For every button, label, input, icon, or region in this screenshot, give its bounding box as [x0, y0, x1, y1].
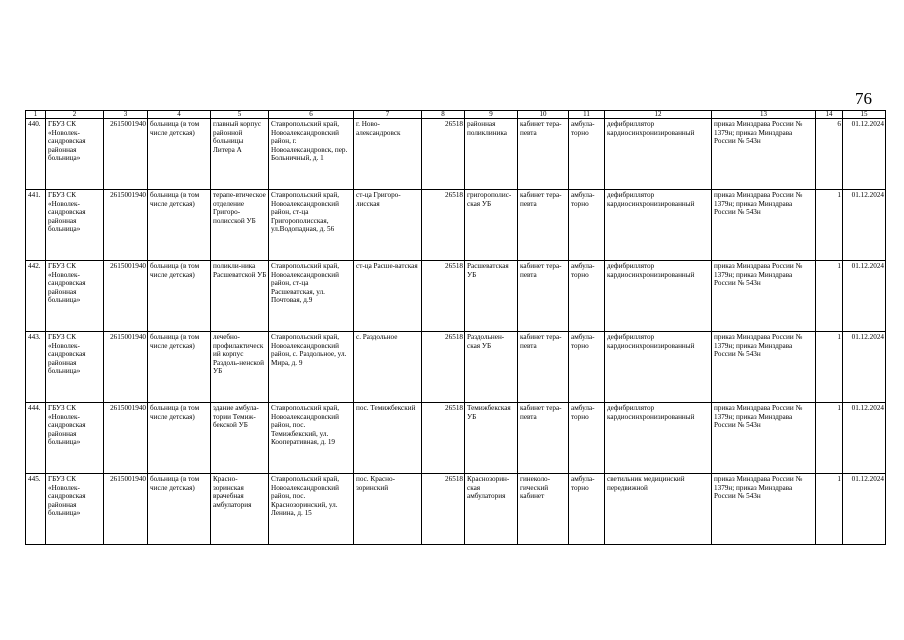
- address-cell: Ставропольский край, Новоалександровский район, пос. Краснозоринский, ул. Ленина, д. 15: [269, 474, 354, 545]
- column-number: 5: [211, 111, 269, 119]
- address-cell: Ставропольский край, Новоалександровский район, ст-ца Григорополисская, ул.Водопадная, д. 56: [269, 190, 354, 261]
- date-cell: 01.12.2024: [843, 332, 886, 403]
- inn-cell: 2615001940: [104, 261, 148, 332]
- unit-cell: лечебно-профилактический корпус Раздоль-ненской УБ: [211, 332, 269, 403]
- organization-cell: ГБУЗ СК «Новолек-сандровская районная больница»: [46, 474, 104, 545]
- column-number: 7: [354, 111, 422, 119]
- inn-cell: 2615001940: [104, 119, 148, 190]
- unit-cell: здание амбула-тории Темиж-бекской УБ: [211, 403, 269, 474]
- column-number: 4: [148, 111, 211, 119]
- room-cell: кабинет тера-певта: [518, 119, 569, 190]
- inn-cell: 2615001940: [104, 474, 148, 545]
- organization-cell: ГБУЗ СК «Новолек-сандровская районная больница»: [46, 190, 104, 261]
- address-cell: Ставропольский край, Новоалександровский район, г. Новоалександровск, пер. Больничный, д. 1: [269, 119, 354, 190]
- equipment-cell: дефибриллятор кардиосинхронизированный: [605, 403, 712, 474]
- facility-type-cell: больница (в том числе детская): [148, 119, 211, 190]
- row-number: 440.: [26, 119, 46, 190]
- equipment-cell: дефибриллятор кардиосинхронизированный: [605, 190, 712, 261]
- address-cell: Ставропольский край, Новоалександровский район, с. Раздольное, ул. Мира, д. 9: [269, 332, 354, 403]
- facility-type-cell: больница (в том числе детская): [148, 261, 211, 332]
- facility-cell: Раздольнен-ская УБ: [465, 332, 518, 403]
- inn-cell: 2615001940: [104, 190, 148, 261]
- date-cell: 01.12.2024: [843, 119, 886, 190]
- column-number: 15: [843, 111, 886, 119]
- basis-cell: приказ Минздрава России № 1379н; приказ Минздрава России № 543н: [712, 474, 816, 545]
- room-cell: кабинет тера-певта: [518, 332, 569, 403]
- date-cell: 01.12.2024: [843, 474, 886, 545]
- register-table: [25, 110, 886, 545]
- code-cell: 26518: [422, 119, 465, 190]
- code-cell: 26518: [422, 332, 465, 403]
- equipment-cell: светильник медицинский передвижной: [605, 474, 712, 545]
- facility-cell: районная поликлиника: [465, 119, 518, 190]
- row-number: 443.: [26, 332, 46, 403]
- page-number: 76: [855, 89, 872, 108]
- quantity-cell: 1: [816, 190, 843, 261]
- column-number: 11: [569, 111, 605, 119]
- table-row: [26, 119, 886, 190]
- code-cell: 26518: [422, 403, 465, 474]
- quantity-cell: 1: [816, 403, 843, 474]
- unit-cell: главный корпус районной больницы Литера А: [211, 119, 269, 190]
- room-cell: кабинет тера-певта: [518, 403, 569, 474]
- column-number: 12: [605, 111, 712, 119]
- quantity-cell: 6: [816, 119, 843, 190]
- facility-type-cell: больница (в том числе детская): [148, 332, 211, 403]
- locality-cell: пос. Темижбекский: [354, 403, 422, 474]
- column-number: 6: [269, 111, 354, 119]
- facility-cell: Расшеватская УБ: [465, 261, 518, 332]
- room-cell: гинеколо-гический кабинет: [518, 474, 569, 545]
- mode-cell: амбула-торно: [569, 190, 605, 261]
- basis-cell: приказ Минздрава России № 1379н; приказ Минздрава России № 543н: [712, 403, 816, 474]
- equipment-cell: дефибриллятор кардиосинхронизированный: [605, 261, 712, 332]
- locality-cell: ст-ца Григоро-лисская: [354, 190, 422, 261]
- date-cell: 01.12.2024: [843, 190, 886, 261]
- unit-cell: Красно-зоринская врачебная амбулатория: [211, 474, 269, 545]
- column-number: 3: [104, 111, 148, 119]
- table-row: [26, 403, 886, 474]
- facility-cell: Темижбекская УБ: [465, 403, 518, 474]
- mode-cell: амбула-торно: [569, 474, 605, 545]
- column-number-row: [26, 111, 886, 119]
- code-cell: 26518: [422, 474, 465, 545]
- address-cell: Ставропольский край, Новоалександровский район, пос. Темижбекский, ул. Кооперативная, д. 19: [269, 403, 354, 474]
- locality-cell: ст-ца Расше-ватская: [354, 261, 422, 332]
- quantity-cell: 1: [816, 261, 843, 332]
- unit-cell: терапе-втическое отделение Григоро-полисской УБ: [211, 190, 269, 261]
- basis-cell: приказ Минздрава России № 1379н; приказ Минздрава России № 543н: [712, 119, 816, 190]
- organization-cell: ГБУЗ СК «Новолек-сандровская районная больница»: [46, 332, 104, 403]
- column-number: 14: [816, 111, 843, 119]
- room-cell: кабинет тера-певта: [518, 261, 569, 332]
- column-number: 13: [712, 111, 816, 119]
- facility-cell: григорополис-ская УБ: [465, 190, 518, 261]
- row-number: 445.: [26, 474, 46, 545]
- code-cell: 26518: [422, 190, 465, 261]
- inn-cell: 2615001940: [104, 403, 148, 474]
- address-cell: Ставропольский край, Новоалександровский район, ст-ца Расшеватская, ул. Почтовая, д.9: [269, 261, 354, 332]
- basis-cell: приказ Минздрава России № 1379н; приказ Минздрава России № 543н: [712, 190, 816, 261]
- mode-cell: амбула-торно: [569, 332, 605, 403]
- room-cell: кабинет тера-певта: [518, 190, 569, 261]
- facility-type-cell: больница (в том числе детская): [148, 403, 211, 474]
- column-number: 10: [518, 111, 569, 119]
- quantity-cell: 1: [816, 474, 843, 545]
- column-number: 8: [422, 111, 465, 119]
- organization-cell: ГБУЗ СК «Новолек-сандровская районная больница»: [46, 403, 104, 474]
- table-row: [26, 474, 886, 545]
- inn-cell: 2615001940: [104, 332, 148, 403]
- column-number: 1: [26, 111, 46, 119]
- facility-type-cell: больница (в том числе детская): [148, 190, 211, 261]
- facility-type-cell: больница (в том числе детская): [148, 474, 211, 545]
- table-row: [26, 190, 886, 261]
- row-number: 444.: [26, 403, 46, 474]
- equipment-cell: дефибриллятор кардиосинхронизированный: [605, 119, 712, 190]
- date-cell: 01.12.2024: [843, 261, 886, 332]
- column-number: 9: [465, 111, 518, 119]
- organization-cell: ГБУЗ СК «Новолек-сандровская районная больница»: [46, 119, 104, 190]
- organization-cell: ГБУЗ СК «Новолек-сандровская районная больница»: [46, 261, 104, 332]
- quantity-cell: 1: [816, 332, 843, 403]
- locality-cell: г. Ново-александровск: [354, 119, 422, 190]
- row-number: 441.: [26, 190, 46, 261]
- locality-cell: с. Раздольное: [354, 332, 422, 403]
- locality-cell: пос. Красно-зоринский: [354, 474, 422, 545]
- facility-cell: Краснозорин-ская амбулатория: [465, 474, 518, 545]
- mode-cell: амбула-торно: [569, 403, 605, 474]
- mode-cell: амбула-торно: [569, 119, 605, 190]
- row-number: 442.: [26, 261, 46, 332]
- equipment-cell: дефибриллятор кардиосинхронизированный: [605, 332, 712, 403]
- mode-cell: амбула-торно: [569, 261, 605, 332]
- unit-cell: поликли-ника Расшеватской УБ: [211, 261, 269, 332]
- column-number: 2: [46, 111, 104, 119]
- code-cell: 26518: [422, 261, 465, 332]
- table-row: [26, 332, 886, 403]
- basis-cell: приказ Минздрава России № 1379н; приказ Минздрава России № 543н: [712, 261, 816, 332]
- table-row: [26, 261, 886, 332]
- date-cell: 01.12.2024: [843, 403, 886, 474]
- basis-cell: приказ Минздрава России № 1379н; приказ Минздрава России № 543н: [712, 332, 816, 403]
